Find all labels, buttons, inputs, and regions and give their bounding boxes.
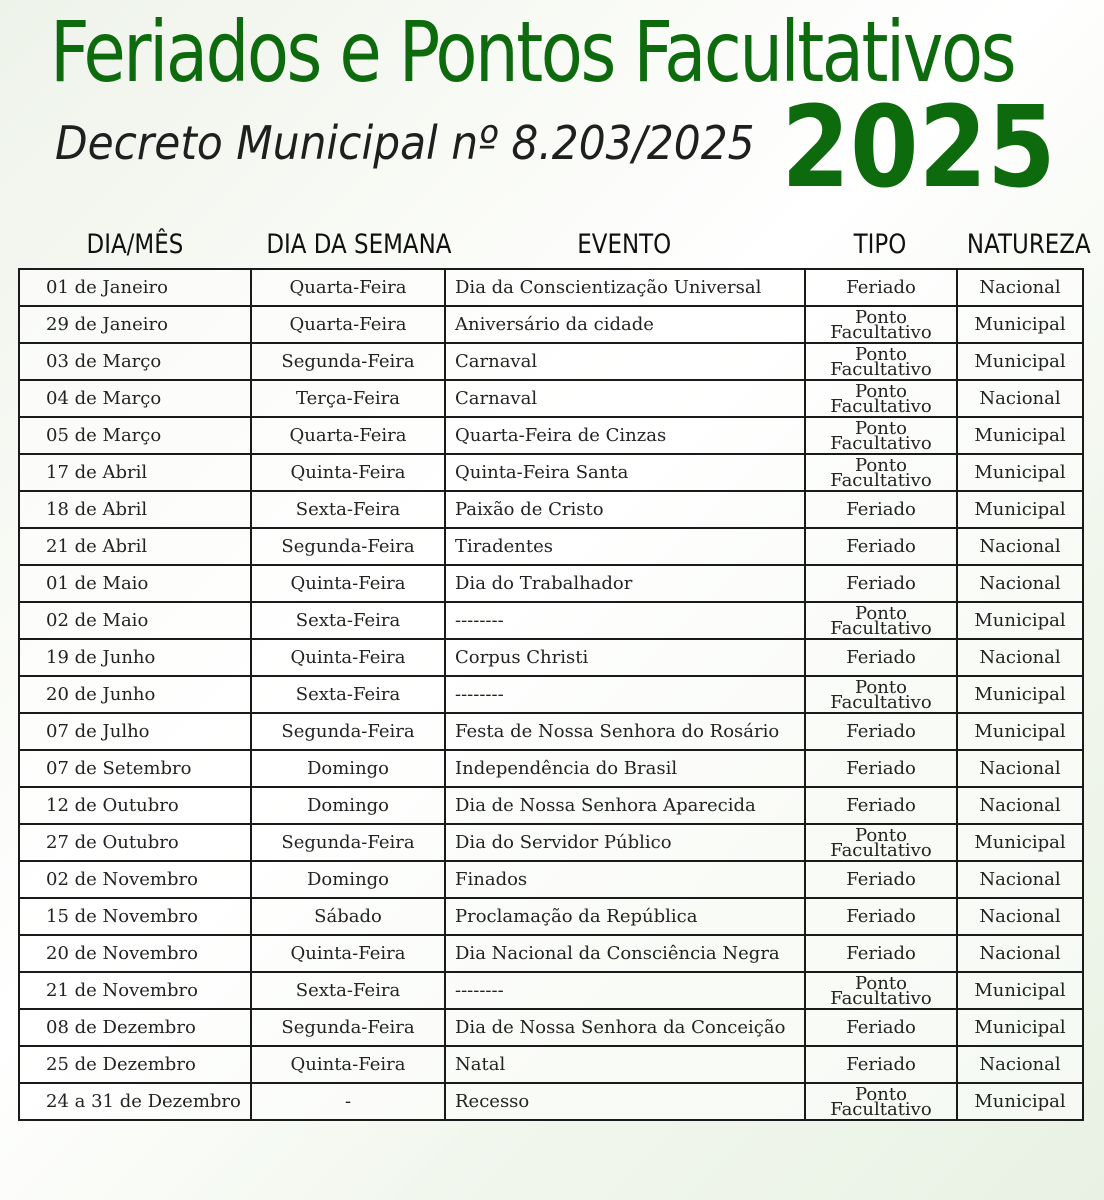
event-cell: Tiradentes [445,528,805,565]
date-cell: 15 de Novembro [19,898,251,935]
type-cell: Feriado [805,565,957,602]
nature-cell: Nacional [957,935,1083,972]
event-cell: Natal [445,1046,805,1083]
table-row [19,861,1083,898]
event-cell: Dia do Servidor Público [445,824,805,861]
type-label: Ponto Facultativo [830,380,932,417]
table-row [19,1083,1083,1120]
nature-cell: Nacional [957,1046,1083,1083]
date-cell: 20 de Junho [19,676,251,713]
table-row [19,676,1083,713]
nature-cell: Municipal [957,417,1083,454]
weekday-cell: Quinta-Feira [251,639,445,676]
weekday-cell: Sexta-Feira [251,602,445,639]
date-cell: 07 de Setembro [19,750,251,787]
date-cell: 05 de Março [19,417,251,454]
weekday-cell: Domingo [251,787,445,824]
date-cell: 08 de Dezembro [19,1009,251,1046]
nature-cell: Municipal [957,1009,1083,1046]
type-label: Ponto Facultativo [830,306,932,343]
weekday-cell: Quarta-Feira [251,269,445,306]
nature-cell: Nacional [957,787,1083,824]
type-label: Ponto Facultativo [830,417,932,454]
table-row [19,1009,1083,1046]
type-cell [805,824,957,861]
event-cell: Corpus Christi [445,639,805,676]
nature-cell: Municipal [957,454,1083,491]
date-cell: 18 de Abril [19,491,251,528]
event-cell: -------- [445,972,805,1009]
table-row [19,528,1083,565]
type-cell: Feriado [805,861,957,898]
table-row [19,269,1083,306]
table-row [19,713,1083,750]
date-cell: 21 de Novembro [19,972,251,1009]
type-cell: Feriado [805,1009,957,1046]
weekday-cell: Segunda-Feira [251,343,445,380]
weekday-cell: Domingo [251,861,445,898]
weekday-cell: Quarta-Feira [251,417,445,454]
year-heading: 2025 [781,83,1056,213]
page-title: Feriados e Pontos Facultativos [50,3,1015,101]
table-row [19,602,1083,639]
type-label: Ponto Facultativo [830,602,932,639]
table-row [19,380,1083,417]
nature-cell: Municipal [957,1083,1083,1120]
event-cell: Recesso [445,1083,805,1120]
table-row [19,1046,1083,1083]
date-cell: 12 de Outubro [19,787,251,824]
table-row [19,750,1083,787]
weekday-cell: Sexta-Feira [251,491,445,528]
nature-cell: Nacional [957,639,1083,676]
nature-cell: Nacional [957,750,1083,787]
event-cell: Quarta-Feira de Cinzas [445,417,805,454]
type-cell [805,972,957,1009]
table-row [19,787,1083,824]
nature-cell: Nacional [957,528,1083,565]
table-row [19,565,1083,602]
event-cell: Dia Nacional da Consciência Negra [445,935,805,972]
weekday-cell: Quinta-Feira [251,1046,445,1083]
type-cell: Feriado [805,713,957,750]
event-cell: Carnaval [445,380,805,417]
nature-cell: Nacional [957,380,1083,417]
weekday-cell: Segunda-Feira [251,528,445,565]
table-row [19,639,1083,676]
type-cell [805,602,957,639]
event-cell: Quinta-Feira Santa [445,454,805,491]
type-cell: Feriado [805,787,957,824]
weekday-cell: Terça-Feira [251,380,445,417]
type-label: Ponto Facultativo [830,454,932,491]
event-cell: Paixão de Cristo [445,491,805,528]
date-cell: 27 de Outubro [19,824,251,861]
type-cell [805,417,957,454]
date-cell: 01 de Maio [19,565,251,602]
weekday-cell: Segunda-Feira [251,824,445,861]
event-cell: Dia do Trabalhador [445,565,805,602]
nature-cell: Municipal [957,343,1083,380]
table-row [19,417,1083,454]
nature-cell: Municipal [957,491,1083,528]
table-row [19,898,1083,935]
date-cell: 19 de Junho [19,639,251,676]
date-cell: 03 de Março [19,343,251,380]
decree-subtitle: Decreto Municipal nº 8.203/2025 [55,116,755,170]
event-cell: Finados [445,861,805,898]
column-header-nature: NATUREZA [966,229,1091,260]
type-cell: Feriado [805,935,957,972]
type-cell [805,676,957,713]
weekday-cell: Segunda-Feira [251,1009,445,1046]
type-cell [805,454,957,491]
type-cell: Feriado [805,1046,957,1083]
table-row [19,972,1083,1009]
nature-cell: Nacional [957,898,1083,935]
column-header-type: TIPO [853,229,907,260]
event-cell: Dia de Nossa Senhora Aparecida [445,787,805,824]
type-cell [805,1083,957,1120]
type-cell: Feriado [805,491,957,528]
type-cell: Feriado [805,898,957,935]
type-label: Ponto Facultativo [830,1083,932,1120]
nature-cell: Municipal [957,306,1083,343]
event-cell: Dia da Conscientização Universal [445,269,805,306]
date-cell: 17 de Abril [19,454,251,491]
type-cell: Feriado [805,750,957,787]
table-row [19,306,1083,343]
date-cell: 02 de Maio [19,602,251,639]
weekday-cell: Sábado [251,898,445,935]
weekday-cell: Segunda-Feira [251,713,445,750]
weekday-cell: Quinta-Feira [251,565,445,602]
event-cell: Dia de Nossa Senhora da Conceição [445,1009,805,1046]
date-cell: 24 a 31 de Dezembro [19,1083,251,1120]
date-cell: 07 de Julho [19,713,251,750]
type-label: Ponto Facultativo [830,676,932,713]
event-cell: -------- [445,676,805,713]
weekday-cell: Quinta-Feira [251,935,445,972]
type-cell: Feriado [805,528,957,565]
type-cell: Feriado [805,639,957,676]
nature-cell: Nacional [957,861,1083,898]
nature-cell: Municipal [957,676,1083,713]
event-cell: Festa de Nossa Senhora do Rosário [445,713,805,750]
type-label: Ponto Facultativo [830,824,932,861]
weekday-cell: Quarta-Feira [251,306,445,343]
date-cell: 29 de Janeiro [19,306,251,343]
event-cell: Carnaval [445,343,805,380]
date-cell: 21 de Abril [19,528,251,565]
nature-cell: Nacional [957,565,1083,602]
weekday-cell: - [251,1083,445,1120]
column-header-weekday: DIA DA SEMANA [266,229,452,260]
table-row [19,491,1083,528]
nature-cell: Municipal [957,602,1083,639]
date-cell: 02 de Novembro [19,861,251,898]
date-cell: 01 de Janeiro [19,269,251,306]
type-cell [805,380,957,417]
date-cell: 25 de Dezembro [19,1046,251,1083]
holidays-table [18,268,1084,1121]
date-cell: 04 de Março [19,380,251,417]
date-cell: 20 de Novembro [19,935,251,972]
event-cell: Aniversário da cidade [445,306,805,343]
weekday-cell: Quinta-Feira [251,454,445,491]
nature-cell: Municipal [957,824,1083,861]
table-row [19,343,1083,380]
type-label: Ponto Facultativo [830,972,932,1009]
table-row [19,824,1083,861]
type-cell: Feriado [805,269,957,306]
column-header-event: EVENTO [577,229,671,260]
table-row [19,935,1083,972]
event-cell: -------- [445,602,805,639]
event-cell: Independência do Brasil [445,750,805,787]
type-label: Ponto Facultativo [830,343,932,380]
event-cell: Proclamação da República [445,898,805,935]
type-cell [805,343,957,380]
type-cell [805,306,957,343]
weekday-cell: Domingo [251,750,445,787]
weekday-cell: Sexta-Feira [251,972,445,1009]
nature-cell: Nacional [957,269,1083,306]
weekday-cell: Sexta-Feira [251,676,445,713]
column-header-date: DIA/MÊS [86,229,184,260]
nature-cell: Municipal [957,972,1083,1009]
nature-cell: Municipal [957,713,1083,750]
table-row [19,454,1083,491]
